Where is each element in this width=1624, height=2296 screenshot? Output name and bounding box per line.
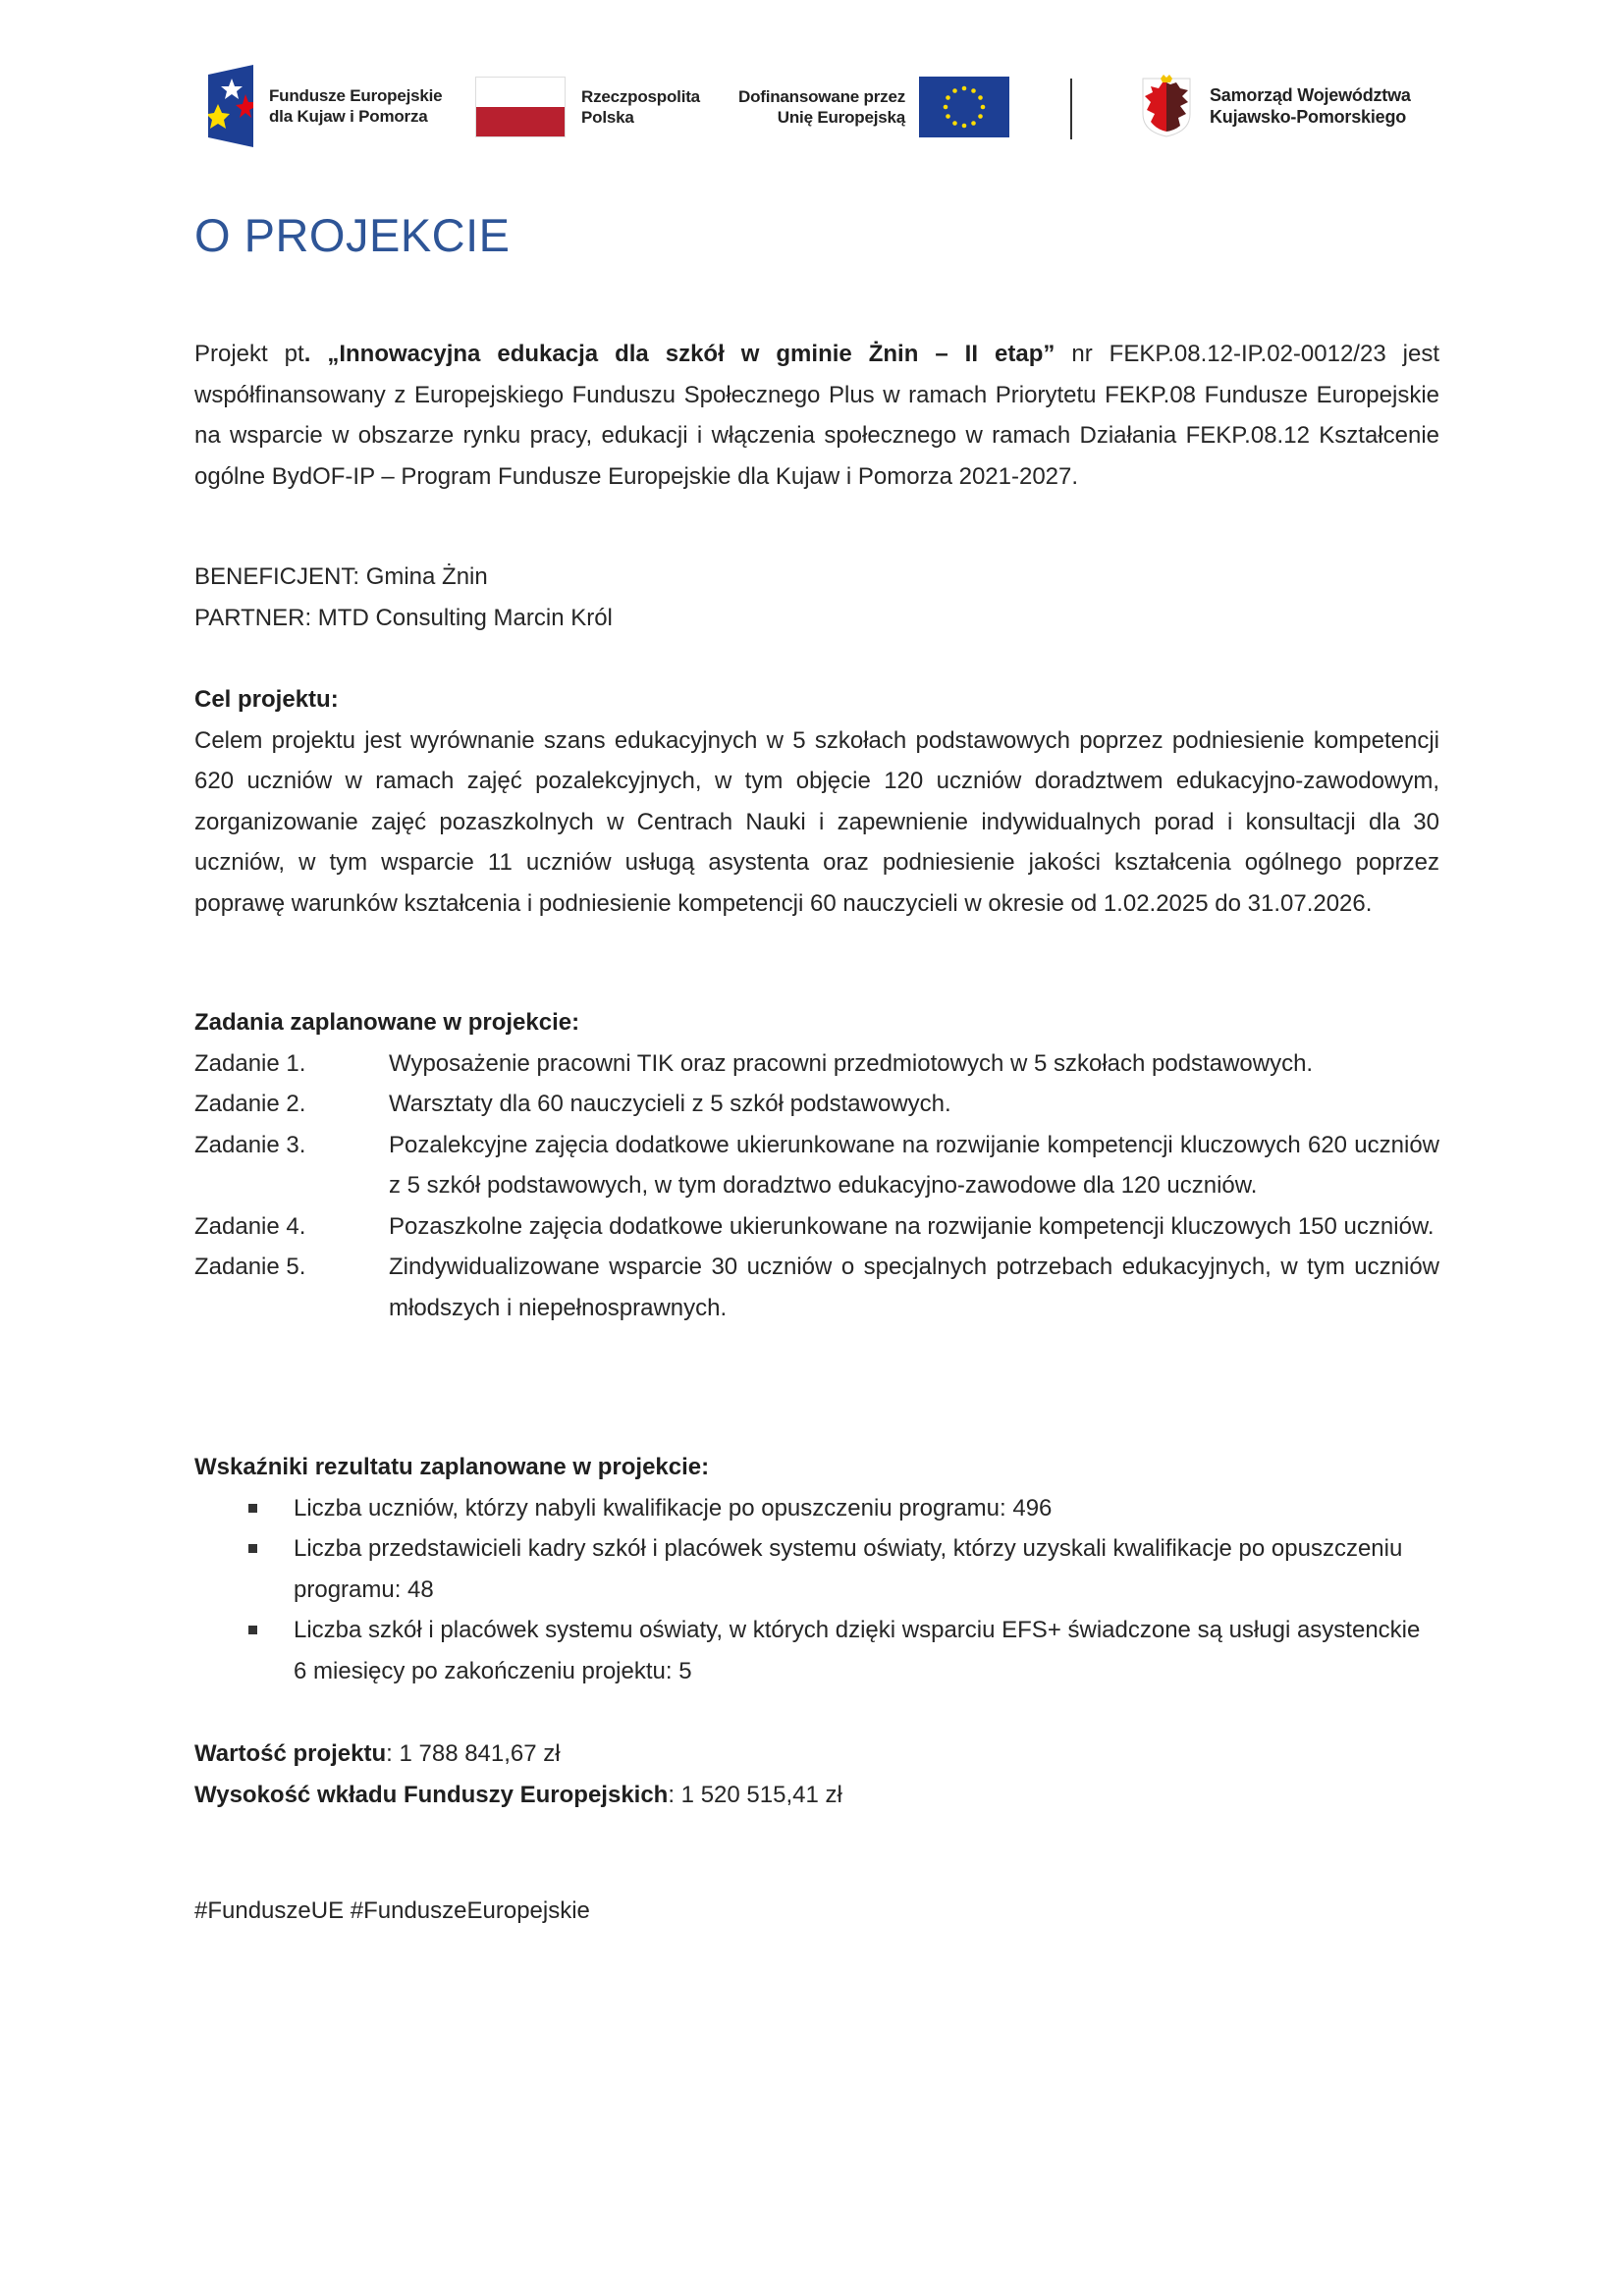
square-bullet-icon [248,1504,257,1513]
eu-contribution-label: Wysokość wkładu Funduszy Europejskich [194,1781,669,1808]
logo-rp-line-2: Polska [581,108,634,127]
logo-kp-line-2: Kujawsko-Pomorskiego [1210,107,1407,127]
logo-dofinansowane-ue [738,77,1009,137]
eu-contribution-value: : 1 520 515,41 zł [668,1781,842,1808]
indicator-item [194,1488,1439,1529]
task-text: Zindywidualizowane wsparcie 30 uczniów o specjalnych potrzebach edukacyjnych, w tym uczniów młodszych i niepełnosprawnych. [389,1254,1439,1321]
header-divider [1070,79,1072,139]
finance-section [194,1734,1439,1815]
griffin-crest-icon [1141,75,1192,137]
logo-rp-line-1: Rzeczpospolita [581,87,700,106]
indicators-heading: Wskaźniki rezultatu zaplanowane w projekcie: [194,1454,710,1480]
task-item [194,1206,1439,1248]
logo-samorzad-kujawsko-pomorski [1141,75,1411,137]
logo-bar [0,59,1624,157]
polish-flag-icon [475,77,566,137]
intro-suffix: nr FEKP.08.12-IP.02-0012/23 jest współfinansowany z Europejskiego Funduszu Społecznego Plus w ramach Priorytetu FEKP.08 Fundusze Europejskie na wsparcie w obszarze rynku pracy, edukacji i włączenia społecznego w ramach Działania FEKP.08.12 Kształcenie ogólne BydOF-IP – Program Fundusze Europejskie dla Kujaw i Pomorza 2021-2027. [194,341,1439,490]
project-goal-section [194,679,1439,924]
task-item [194,1247,1439,1328]
task-text: Pozalekcyjne zajęcia dodatkowe ukierunkowane na rozwijanie kompetencji kluczowych 620 uczniów z 5 szkół podstawowych, w tym doradztwo edukacyjno-zawodowe dla 120 uczniów. [389,1131,1439,1199]
fundusze-europejskie-emblem-icon [208,65,253,147]
project-value: : 1 788 841,67 zł [386,1740,561,1767]
square-bullet-icon [248,1626,257,1634]
project-intro [194,334,1439,497]
task-label: Zadanie 2. [194,1091,306,1117]
project-value-row [194,1734,1439,1775]
logo-kp-line-1: Samorząd Województwa [1210,85,1411,105]
indicator-text: Liczba przedstawicieli kadry szkół i placówek systemu oświaty, którzy uzyskali kwalifikacje po opuszczeniu programu: 48 [294,1535,1403,1603]
indicator-list [194,1488,1439,1692]
goal-text: Celem projektu jest wyrównanie szans edukacyjnych w 5 szkołach podstawowych poprzez podniesienie kompetencji 620 uczniów w ramach zajęć pozalekcyjnych, w tym objęcie 120 uczniów doradztwem edukacyjno-zawodowym, zorganizowanie zajęć pozaszkolnych w Centrach Nauki i zapewnienie indywidualnych porad i konsultacji dla 30 uczniów, w tym wsparcie 11 uczniów usługą asystenta oraz podniesienie jakości kształcenia ogólnego poprzez poprawę warunków kształcenia i podniesienie kompetencji 60 nauczycieli w okresie od 1.02.2025 do 31.07.2026. [194,726,1439,917]
hashtags: #FunduszeUE #FunduszeEuropejskie [194,1897,590,1924]
tasks-section [194,1002,1439,1328]
task-item [194,1125,1439,1206]
indicator-text: Liczba uczniów, którzy nabyli kwalifikacje po opuszczeniu programu: 496 [294,1494,1053,1522]
logo-ue-line-1: Dofinansowane przez [738,87,906,106]
goal-heading: Cel projektu: [194,686,339,713]
indicator-item [194,1610,1439,1691]
task-label: Zadanie 3. [194,1131,306,1158]
logo-ue-line-2: Unię Europejską [777,108,906,127]
beneficiary: BENEFICJENT: Gmina Żnin [194,563,488,590]
task-text: Wyposażenie pracowni TIK oraz pracowni przedmiotowych w 5 szkołach podstawowych. [389,1049,1314,1077]
indicator-text: Liczba szkół i placówek systemu oświaty, w których dzięki wsparciu EFS+ świadczone są usługi asystenckie 6 miesięcy po zakończeniu projektu: 5 [294,1617,1421,1684]
task-label: Zadanie 4. [194,1212,306,1240]
project-parties [194,557,1439,638]
task-text: Warsztaty dla 60 nauczycieli z 5 szkół podstawowych. [389,1091,951,1117]
logo-fundusze-europejskie [208,65,442,147]
task-item [194,1043,1439,1085]
indicators-section [194,1447,1439,1691]
task-text: Pozaszkolne zajęcia dodatkowe ukierunkowane na rozwijanie kompetencji kluczowych 150 uczniów. [389,1212,1435,1240]
logo-rzeczpospolita-polska [475,77,700,137]
logo-fe-line-1: Fundusze Europejskie [269,86,443,105]
intro-prefix: Projekt pt [194,341,304,367]
eu-contribution-row [194,1775,1439,1816]
project-value-label: Wartość projektu [194,1740,387,1767]
page-title: O PROJEKCIE [194,209,511,261]
square-bullet-icon [248,1544,257,1553]
partner: PARTNER: MTD Consulting Marcin Król [194,604,613,631]
eu-flag-icon [919,77,1009,137]
indicator-item [194,1528,1439,1610]
logo-fe-line-2: dla Kujaw i Pomorza [269,107,428,126]
task-label: Zadanie 5. [194,1254,306,1280]
task-label: Zadanie 1. [194,1049,306,1077]
project-name: . „Innowacyjna edukacja dla szkół w gminie Żnin – II etap” [303,341,1056,367]
tasks-heading: Zadania zaplanowane w projekcie: [194,1009,580,1036]
task-item [194,1084,1439,1125]
